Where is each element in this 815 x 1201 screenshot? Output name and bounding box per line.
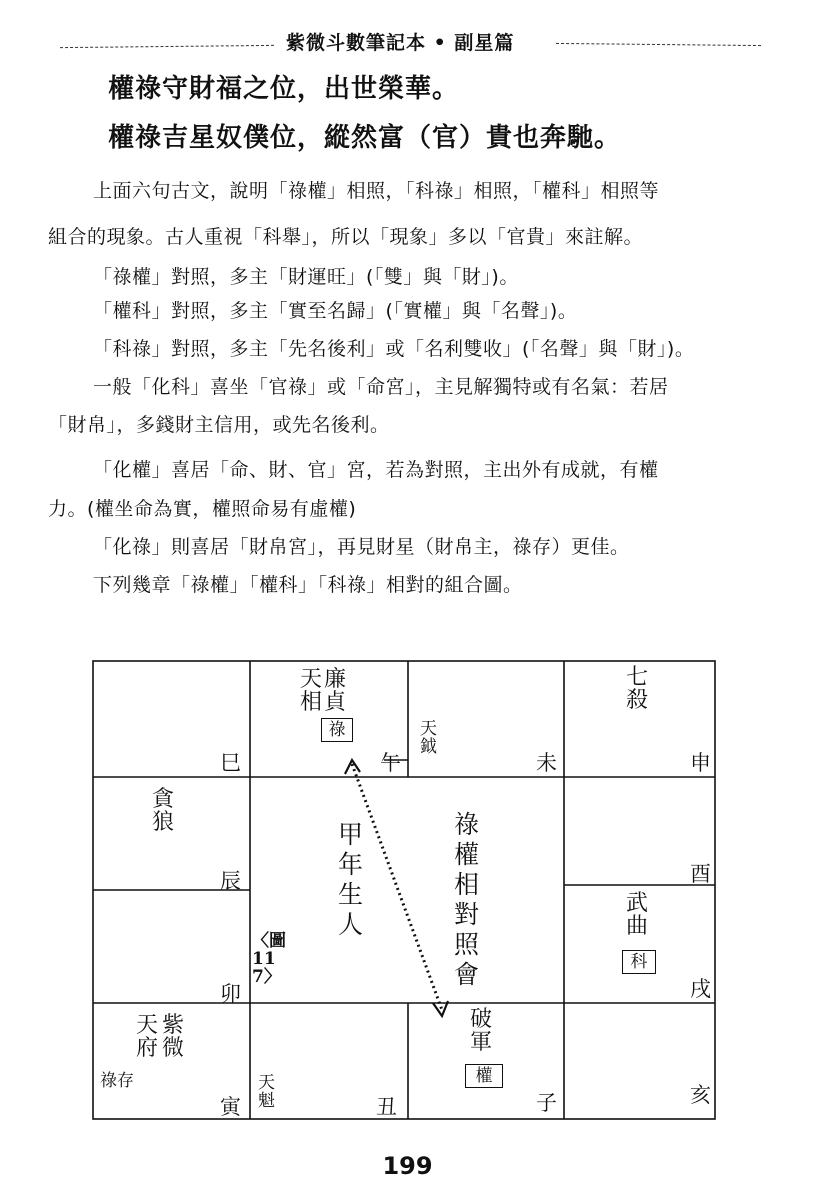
header-rule-left bbox=[60, 45, 274, 48]
verse-line-1: 權祿守財福之位，出世榮華。 bbox=[108, 74, 460, 104]
paragraph-line: 「祿權」對照，多主「財運旺」(「雙」與「財」)。 bbox=[93, 266, 519, 288]
paragraph-line: 組合的現象。古人重視「科舉」，所以「現象」多以「官貴」來註解。 bbox=[48, 226, 644, 248]
branch-wei: 未 bbox=[536, 751, 557, 775]
branch-chou: 丑 bbox=[376, 1095, 397, 1119]
star-qisha: 七殺 bbox=[626, 665, 649, 713]
star-wuqu: 武曲 bbox=[626, 891, 649, 939]
paragraph-line: 「財帛」，多錢財主信用，或先名後利。 bbox=[48, 414, 390, 436]
star-ziwei: 紫微 bbox=[162, 1013, 185, 1061]
paragraph-line: 力。(權坐命為實，權照命易有虛權) bbox=[48, 498, 357, 520]
star-lucun: 祿存 bbox=[100, 1071, 134, 1091]
branch-yin: 寅 bbox=[220, 1095, 241, 1119]
lu-transform-box: 祿 bbox=[321, 718, 353, 742]
paragraph-line: 「權科」對照，多主「實至名歸」(「實權」與「名聲」)。 bbox=[93, 300, 578, 322]
branch-wu: 午 bbox=[380, 751, 401, 775]
ke-transform-box: 科 bbox=[622, 950, 656, 974]
star-tianxiang: 天相 bbox=[300, 667, 323, 715]
paragraph-line: 一般「化科」喜坐「官祿」或「命宮」，主見解獨特或有名氣：若居 bbox=[93, 376, 669, 398]
star-tiankui: 天魁 bbox=[258, 1073, 275, 1111]
ziwei-chart bbox=[92, 660, 716, 1120]
page-header bbox=[0, 26, 815, 56]
branch-you: 酉 bbox=[690, 862, 711, 886]
branch-mao: 卯 bbox=[220, 982, 241, 1006]
paragraph-line: 「化祿」則喜居「財帛宮」，再見財星（財帛主，祿存）更佳。 bbox=[93, 536, 630, 558]
figure-label: 〈圖117〉 bbox=[252, 931, 286, 987]
branch-zi: 子 bbox=[536, 1091, 557, 1115]
paragraph-line: 下列幾章「祿權」「權科」「科祿」相對的組合圖。 bbox=[93, 574, 523, 596]
star-tianfu: 天府 bbox=[136, 1013, 159, 1061]
paragraph-line: 上面六句古文，說明「祿權」相照，「科祿」相照，「權科」相照等 bbox=[93, 180, 660, 202]
star-lianzhen: 廉貞 bbox=[324, 667, 347, 715]
quan-transform-box: 權 bbox=[465, 1064, 503, 1088]
branch-hai: 亥 bbox=[690, 1083, 711, 1107]
paragraph-line: 「化權」喜居「命、財、官」宮，若為對照，主出外有成就，有權 bbox=[93, 459, 659, 481]
branch-xu: 戌 bbox=[690, 977, 711, 1001]
center-note-text: 祿權相對照會 bbox=[454, 810, 480, 989]
header-rule-right bbox=[556, 43, 761, 46]
branch-shen: 申 bbox=[690, 751, 711, 775]
star-pojun: 破軍 bbox=[470, 1007, 493, 1055]
star-tianyue: 天鉞 bbox=[420, 719, 437, 757]
page-number: 199 bbox=[382, 1152, 433, 1180]
branch-chen: 辰 bbox=[220, 869, 241, 893]
header-title: 紫微斗數筆記本 • 副星篇 bbox=[286, 32, 515, 54]
star-tanlang: 貪狼 bbox=[152, 787, 175, 835]
branch-si: 巳 bbox=[220, 751, 241, 775]
paragraph-line: 「科祿」對照，多主「先名後利」或「名利雙收」(「名聲」與「財」)。 bbox=[93, 338, 695, 360]
verse-line-2: 權祿吉星奴僕位，縱然富（官）貴也奔馳。 bbox=[108, 123, 622, 153]
center-birth-text: 甲年生人 bbox=[338, 820, 364, 939]
